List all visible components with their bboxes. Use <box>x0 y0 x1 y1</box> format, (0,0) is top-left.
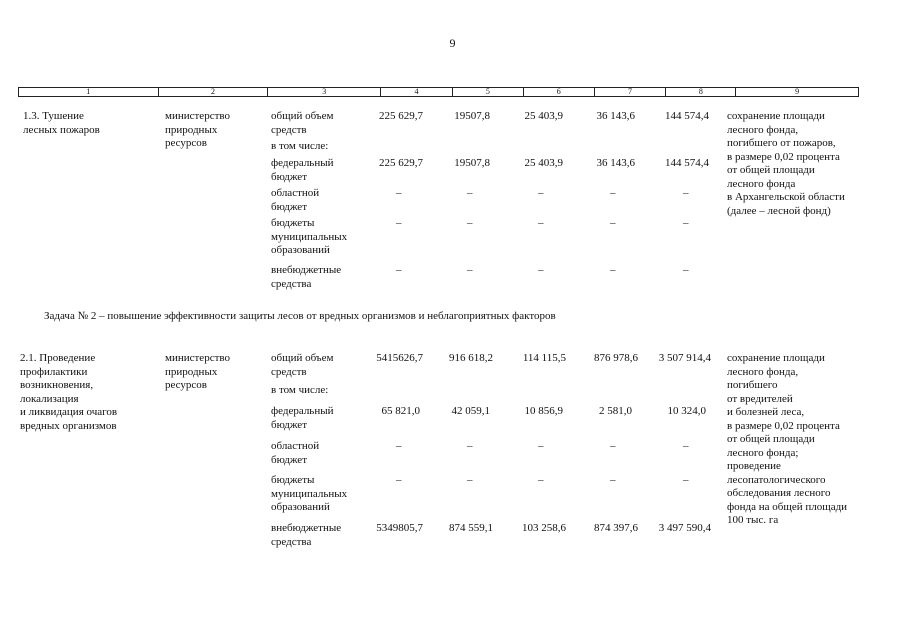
row1-value: – <box>610 264 616 276</box>
row1-line-label: бюджеты муниципальных образований <box>271 217 348 256</box>
row2-line-label: областной бюджет <box>271 440 320 466</box>
row1-value: – <box>538 264 544 276</box>
row2-value: 916 618,2 <box>449 352 493 364</box>
table-header-row <box>18 87 859 97</box>
row1-value: – <box>683 264 689 276</box>
header-col-1: 1 <box>19 88 159 96</box>
row1-value: – <box>396 264 402 276</box>
row2-value: 10 324,0 <box>667 405 706 417</box>
row1-line-label: областной бюджет <box>271 187 320 213</box>
row2-value: 876 978,6 <box>594 352 638 364</box>
row1-value: 25 403,9 <box>524 110 563 122</box>
row2-value: – <box>396 474 402 486</box>
row2-measure-name: 2.1. Проведение профилактики возникновения, локализация и ликвидация очагов вредных организмов <box>20 352 118 432</box>
row2-value: 3 507 914,4 <box>658 352 711 364</box>
row1-line-label: федеральный бюджет <box>271 157 334 183</box>
row1-value: – <box>467 264 473 276</box>
row1-value: – <box>683 217 689 229</box>
row2-value: – <box>683 440 689 452</box>
row2-value: – <box>467 440 473 452</box>
row1-value: 36 143,6 <box>596 110 635 122</box>
row1-value: 225 629,7 <box>379 157 423 169</box>
row1-value: 144 574,4 <box>665 110 709 122</box>
row2-note: сохранение площади лесного фонда, погибшего от вредителей и болезней леса, в размере 0,02 процента от общей площади лесного фонда; проведение лесопатологического обследования лесного фонда на общей площади 100 тыс. га <box>727 352 848 526</box>
row2-value: 10 856,9 <box>524 405 563 417</box>
row2-value: 874 397,6 <box>594 522 638 534</box>
header-col-9: 9 <box>795 87 800 96</box>
row1-value: – <box>538 217 544 229</box>
row2-value: 3 497 590,4 <box>658 522 711 534</box>
row2-line-label: в том числе: <box>271 384 329 396</box>
row2-line-label: внебюджетные средства <box>271 522 342 548</box>
header-col-7: 7 <box>595 88 667 96</box>
row1-note: сохранение площади лесного фонда, погибшего от пожаров, в размере 0,02 процента от общей площади лесного фонда в Архангельской области (далее – лесной фонд) <box>727 110 845 217</box>
row2-value: – <box>610 440 616 452</box>
row2-line-label: федеральный бюджет <box>271 405 334 431</box>
row2-value: 874 559,1 <box>449 522 493 534</box>
row1-value: 36 143,6 <box>596 157 635 169</box>
row1-line-label: общий объем средств <box>271 110 334 136</box>
row2-value: 2 581,0 <box>599 405 632 417</box>
row1-value: 19507,8 <box>454 157 490 169</box>
page-number: 9 <box>449 36 456 50</box>
header-col-6: 6 <box>524 88 595 96</box>
row2-value: – <box>538 474 544 486</box>
row1-value: 144 574,4 <box>665 157 709 169</box>
row1-value: – <box>467 217 473 229</box>
row2-value: 114 115,5 <box>522 352 566 364</box>
row2-value: 5415626,7 <box>376 352 423 364</box>
row2-value: 42 059,1 <box>451 405 490 417</box>
row2-value: – <box>467 474 473 486</box>
row1-value: – <box>538 187 544 199</box>
header-col-3: 3 <box>268 88 381 96</box>
row2-executor: министерство природных ресурсов <box>165 352 231 391</box>
header-col-8: 8 <box>666 88 736 96</box>
row2-line-label: бюджеты муниципальных образований <box>271 474 348 513</box>
row1-line-label: в том числе: <box>271 140 329 152</box>
task-heading: Задача № 2 – повышение эффективности защиты лесов от вредных организмов и неблагоприятных факторов <box>44 310 556 322</box>
row1-value: – <box>610 187 616 199</box>
row2-value: 65 821,0 <box>381 405 420 417</box>
row1-executor: министерство природных ресурсов <box>165 110 231 149</box>
header-col-5: 5 <box>453 88 524 96</box>
row2-value: – <box>683 474 689 486</box>
row1-value: – <box>467 187 473 199</box>
row1-value: – <box>396 217 402 229</box>
row1-value: – <box>610 217 616 229</box>
row2-value: – <box>396 440 402 452</box>
row2-value: 5349805,7 <box>376 522 423 534</box>
row1-line-label: внебюджетные средства <box>271 264 342 290</box>
row1-value: 25 403,9 <box>524 157 563 169</box>
row1-value: 225 629,7 <box>379 110 423 122</box>
row1-measure-name: 1.3. Тушение лесных пожаров <box>23 110 100 136</box>
row1-value: 19507,8 <box>454 110 490 122</box>
header-col-2: 2 <box>159 88 269 96</box>
row1-value: – <box>683 187 689 199</box>
row2-value: – <box>538 440 544 452</box>
row2-value: – <box>610 474 616 486</box>
row2-line-label: общий объем средств <box>271 352 334 378</box>
header-col-4: 4 <box>381 88 453 96</box>
row1-value: – <box>396 187 402 199</box>
row2-value: 103 258,6 <box>522 522 566 534</box>
